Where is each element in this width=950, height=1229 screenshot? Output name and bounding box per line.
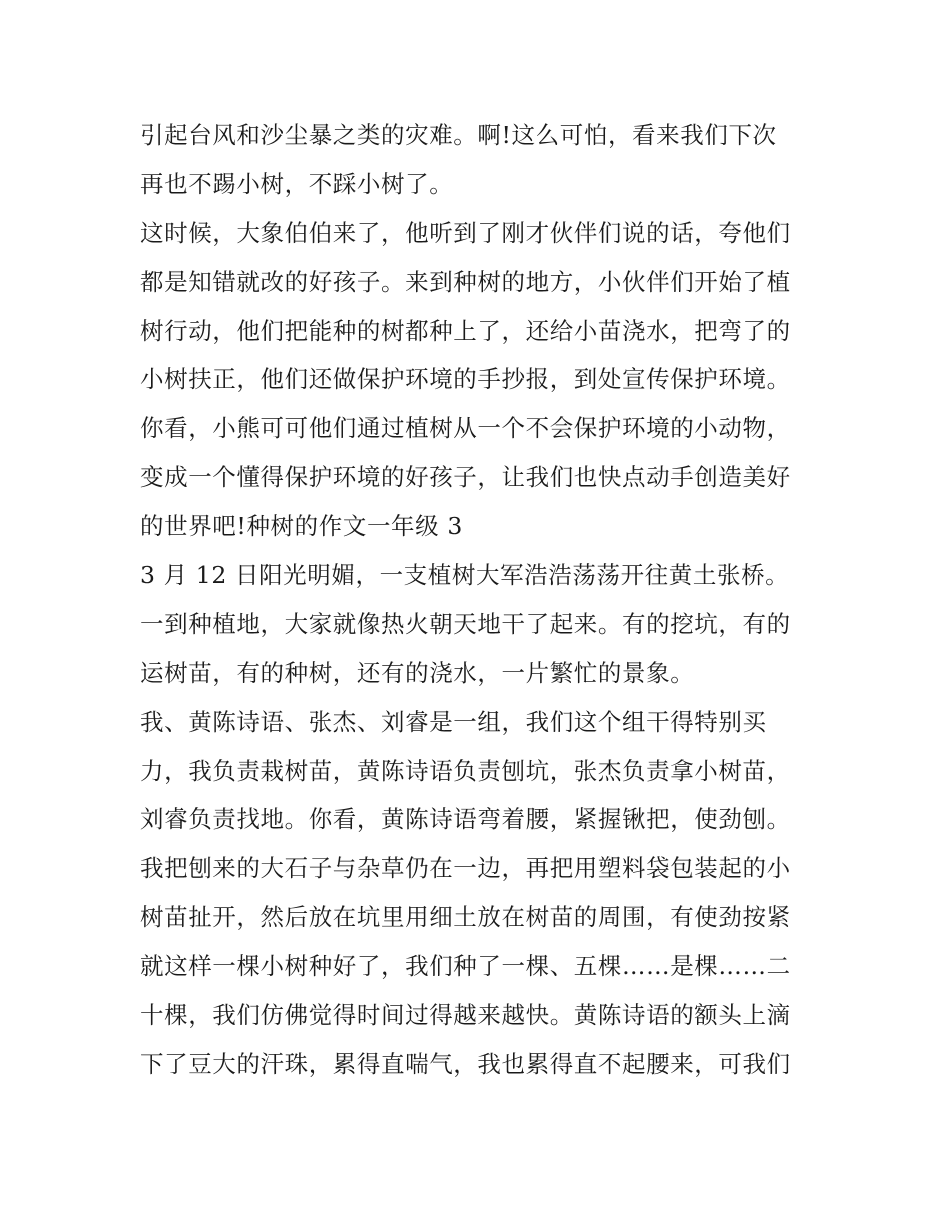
text-line: 一到种植地，大家就像热火朝天地干了起来。有的挖坑，有的 xyxy=(140,609,791,638)
text-line: 的世界吧!种树的作文一年级 3 xyxy=(140,512,463,541)
text-line: 3 月 12 日阳光明媚，一支植树大军浩浩荡荡开往黄土张桥。 xyxy=(140,561,790,590)
text-line: 就这样一棵小树种好了，我们种了一棵、五棵……是棵……二 xyxy=(140,952,791,981)
text-line: 树行动，他们把能种的树都种上了，还给小苗浇水，把弯了的 xyxy=(140,316,791,345)
text-line: 十棵，我们仿佛觉得时间过得越来越快。黄陈诗语的额头上滴 xyxy=(140,1001,791,1030)
text-line: 这时候，大象伯伯来了，他听到了刚才伙伴们说的话，夸他们 xyxy=(140,218,791,247)
text-line: 树苗扯开，然后放在坑里用细土放在树苗的周围，有使劲按紧 xyxy=(140,903,791,932)
text-line: 再也不踢小树，不踩小树了。 xyxy=(140,169,454,198)
text-line: 你看，小熊可可他们通过植树从一个不会保护环境的小动物， xyxy=(140,414,791,443)
text-line: 运树苗，有的种树，还有的浇水，一片繁忙的景象。 xyxy=(140,658,695,687)
text-line: 引起台风和沙尘暴之类的灾难。啊!这么可怕，看来我们下次 xyxy=(140,121,777,149)
text-line: 力，我负责栽树苗，黄陈诗语负责刨坑，张杰负责拿小树苗， xyxy=(140,756,791,785)
text-line: 我、黄陈诗语、张杰、刘睿是一组，我们这个组干得特别买 xyxy=(140,707,767,736)
text-line: 我把刨来的大石子与杂草仍在一边，再把用塑料袋包装起的小 xyxy=(140,854,791,883)
text-line: 刘睿负责找地。你看，黄陈诗语弯着腰，紧握锹把，使劲刨。 xyxy=(140,805,791,834)
document-text-body xyxy=(140,111,820,1089)
text-line: 小树扶正，他们还做保护环境的手抄报，到处宣传保护环境。 xyxy=(140,365,791,394)
text-line: 变成一个懂得保护环境的好孩子，让我们也快点动手创造美好 xyxy=(140,463,791,492)
text-line: 下了豆大的汗珠，累得直喘气，我也累得直不起腰来，可我们 xyxy=(140,1049,791,1078)
text-line: 都是知错就改的好孩子。来到种树的地方，小伙伴们开始了植 xyxy=(140,267,791,296)
